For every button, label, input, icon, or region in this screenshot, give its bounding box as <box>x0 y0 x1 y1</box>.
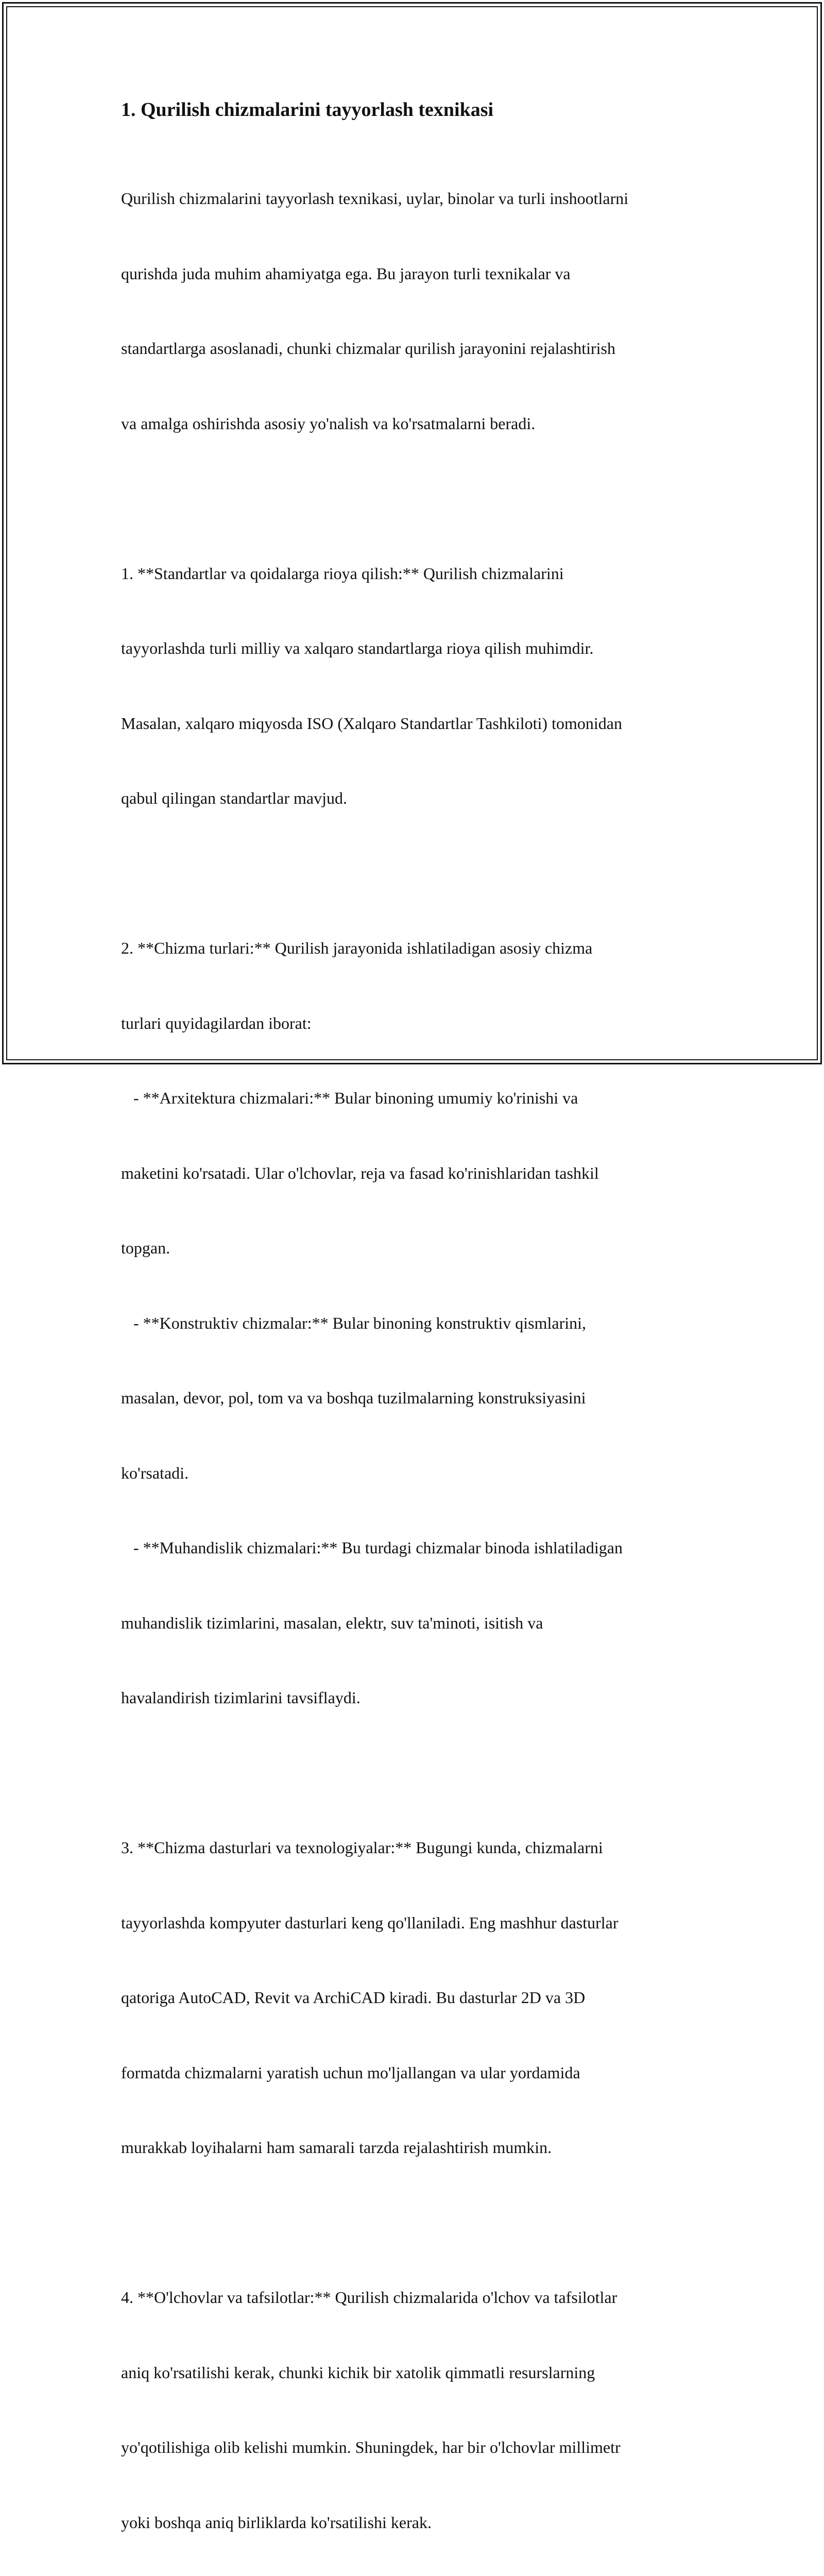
text-line: muhandislik tizimlarini, masalan, elektr, suv ta'minoti, isitish va <box>121 1613 543 1632</box>
text-line: qurishda juda muhim ahamiyatga ega. Bu jarayon turli texnikalar va <box>121 264 571 283</box>
text-line: masalan, devor, pol, tom va va boshqa tuzilmalarning konstruksiyasini <box>121 1388 586 1407</box>
paragraph-intro <box>121 136 713 486</box>
paragraph-drawing-types <box>121 886 713 1760</box>
text-line: ko'rsatadi. <box>121 1463 189 1482</box>
paragraph-standards <box>121 511 713 861</box>
paragraph-software <box>121 1785 713 2210</box>
text-line: 2. **Chizma turlari:** Qurilish jarayonida ishlatiladigan asosiy chizma <box>121 939 593 957</box>
text-line: qabul qilingan standartlar mavjud. <box>121 789 347 807</box>
text-line: havalandirish tizimlarini tavsiflaydi. <box>121 1688 360 1707</box>
text-line: 1. **Standartlar va qoidalarga rioya qilish:** Qurilish chizmalarini <box>121 564 564 583</box>
text-line: tayyorlashda kompyuter dasturlari keng qo'llaniladi. Eng mashhur dasturlar <box>121 1913 619 1932</box>
list-item-line: - **Konstruktiv chizmalar:** Bular binoning konstruktiv qismlarini, <box>121 1313 586 1332</box>
text-line: qatoriga AutoCAD, Revit va ArchiCAD kiradi. Bu dasturlar 2D va 3D <box>121 1988 586 2007</box>
text-line: Qurilish chizmalarini tayyorlash texnikasi, uylar, binolar va turli inshootlarni <box>121 189 629 208</box>
text-line: 4. **O'lchovlar va tafsilotlar:** Qurilish chizmalarida o'lchov va tafsilotlar <box>121 2288 617 2307</box>
text-line: murakkab loyihalarni ham samarali tarzda rejalashtirish mumkin. <box>121 2138 552 2157</box>
list-item-line: - **Arxitektura chizmalari:** Bular binoning umumiy ko'rinishi va <box>121 1089 578 1107</box>
list-item-line: - **Muhandislik chizmalari:** Bu turdagi chizmalar binoda ishlatiladigan <box>121 1538 623 1557</box>
text-line: formatda chizmalarni yaratish uchun mo'ljallangan va ular yordamida <box>121 2063 580 2082</box>
text-line: 3. **Chizma dasturlari va texnologiyalar:** Bugungi kunda, chizmalarni <box>121 1838 603 1857</box>
text-line: va amalga oshirishda asosiy yo'nalish va ko'rsatmalarni beradi. <box>121 414 536 433</box>
text-line: maketini ko'rsatadi. Ular o'lchovlar, reja va fasad ko'rinishlaridan tashkil <box>121 1163 599 1182</box>
text-line: turlari quyidagilardan iborat: <box>121 1013 312 1032</box>
document-body <box>121 96 713 2576</box>
paragraph-dimensions <box>121 2235 713 2576</box>
text-line: yoki boshqa aniq birliklarda ko'rsatilishi kerak. <box>121 2513 432 2532</box>
text-line: topgan. <box>121 1239 170 1257</box>
text-line: tayyorlashda turli milliy va xalqaro standartlarga rioya qilish muhimdir. <box>121 639 594 657</box>
text-line: Masalan, xalqaro miqyosda ISO (Xalqaro Standartlar Tashkiloti) tomonidan <box>121 714 622 733</box>
text-line: standartlarga asoslanadi, chunki chizmalar qurilish jarayonini rejalashtirish <box>121 339 615 358</box>
text-line: yo'qotilishiga olib kelishi mumkin. Shuningdek, har bir o'lchovlar millimetr <box>121 2438 621 2456</box>
text-line: aniq ko'rsatilishi kerak, chunki kichik bir xatolik qimmatli resurslarning <box>121 2363 595 2382</box>
document-title: 1. Qurilish chizmalarini tayyorlash texnikasi <box>121 99 494 121</box>
